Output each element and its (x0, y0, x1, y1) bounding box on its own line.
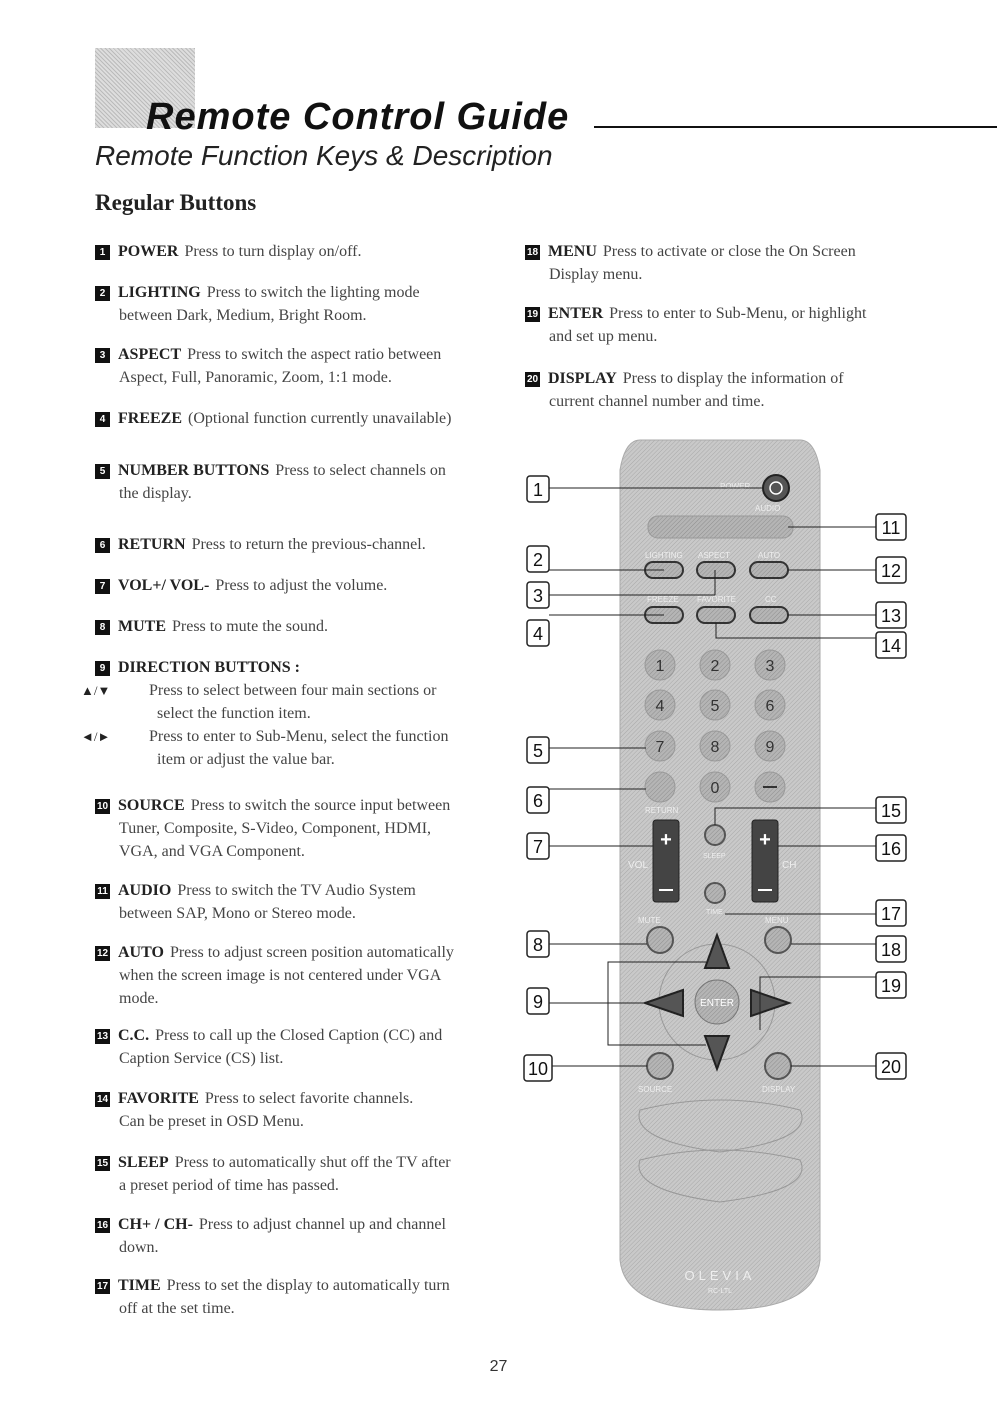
callout-label: 6 (532, 791, 544, 811)
callout-label: 18 (880, 940, 902, 960)
item-menu: 18 MENU Press to activate or close the On Screen Display menu. (526, 243, 856, 283)
digit-label: 6 (765, 698, 775, 715)
item-audio: 11 AUDIO Press to switch the TV Audio System between SAP, Mono or Stereo mode. (95, 879, 416, 925)
item-number: 20 (526, 374, 539, 385)
item-time: 17 TIME Press to set the display to automatically turn off at the set time. (96, 1277, 450, 1317)
callout-label: 11 (881, 518, 901, 538)
section-heading: Regular Buttons (95, 190, 257, 215)
item-display: 20 DISPLAY Press to display the information of current channel number and time. (526, 370, 844, 410)
item-cc: 13 C.C. Press to call up the Closed Caption (CC) and Caption Service (CS) list. (96, 1027, 443, 1067)
callout-label: 10 (527, 1059, 549, 1079)
aspect-label: ASPECT (698, 551, 731, 560)
item-aspect: 3 ASPECT Press to switch the aspect ratio between Aspect, Full, Panoramic, Zoom, 1:1 mode. (95, 343, 441, 389)
item-number: 10 (96, 801, 109, 812)
item-number: 19 (526, 309, 539, 320)
callout-label: 17 (880, 904, 902, 924)
item-number: 8 (95, 620, 110, 635)
item-channel: 16 CH+ / CH- Press to adjust channel up and channel down. (96, 1216, 446, 1256)
item-mute: 8 MUTE Press to mute the sound. (95, 615, 328, 638)
power-button (763, 475, 789, 501)
item-number: 5 (95, 464, 110, 479)
mute-label: MUTE (638, 916, 661, 925)
callout-label: 19 (880, 976, 902, 996)
page-title: Remote Control Guide (146, 96, 570, 138)
audio-display-slot (648, 516, 793, 538)
item-number: 16 (96, 1220, 109, 1231)
callout-label: 15 (880, 801, 902, 821)
callout-label: 3 (532, 586, 544, 606)
audio-label: AUDIO (755, 504, 781, 513)
item-number: 13 (96, 1031, 109, 1042)
item-volume: 7 VOL+/ VOL- Press to adjust the volume. (95, 574, 387, 597)
return-label: RETURN (645, 806, 679, 815)
cc-button (750, 607, 788, 623)
favorite-button (697, 607, 735, 623)
item-number: 7 (95, 579, 110, 594)
sleep-label: SLEEP (703, 853, 726, 860)
digit-label: 9 (765, 739, 775, 756)
item-number: 2 (95, 286, 110, 301)
lighting-label: LIGHTING (645, 551, 683, 560)
digit-label: 2 (710, 658, 720, 675)
return-button (645, 772, 675, 802)
callout-label: 20 (880, 1057, 902, 1077)
digit-label: 0 (710, 780, 720, 797)
aspect-button (697, 562, 735, 578)
callout-label: 4 (532, 624, 544, 644)
favorite-label: FAVORITE (697, 595, 736, 604)
callout-label: 14 (880, 636, 902, 656)
time-button (705, 883, 725, 903)
power-label: POWER (720, 482, 751, 491)
callout-label: 9 (532, 992, 544, 1012)
brand-logo: OLEVIA (684, 1268, 756, 1283)
display-button (765, 1053, 791, 1079)
item-freeze: 4 FREEZE (Optional function currently unavailable) (95, 407, 451, 430)
mute-button (647, 927, 673, 953)
vol-label: VOL (628, 860, 649, 871)
digit-label: 1 (655, 658, 665, 675)
digit-label: 4 (655, 698, 665, 715)
ch-plus-icon: + (759, 829, 771, 851)
left-right-arrow-icon: ◄/► (81, 729, 111, 744)
vol-plus-icon: + (660, 829, 672, 851)
item-sleep: 15 SLEEP Press to automatically shut off the TV after a preset period of time has passed. (96, 1154, 451, 1194)
direction-leftright: ◄/► Press to enter to Sub-Menu, select the function (95, 725, 449, 748)
item-return: 6 RETURN Press to return the previous-channel. (95, 533, 426, 556)
digit-label: 8 (710, 739, 720, 756)
up-down-arrow-icon: ▲/▼ (81, 683, 111, 698)
sleep-button (705, 825, 725, 845)
cc-label: CC (765, 595, 777, 604)
callout-label: 7 (532, 837, 544, 857)
item-number: 17 (96, 1281, 109, 1292)
auto-button (750, 562, 788, 578)
item-number: 15 (96, 1158, 109, 1169)
time-label: TIME (706, 909, 723, 916)
item-direction-buttons: 9 DIRECTION BUTTONS : ▲/▼ Press to select between four main sections or select the function item. ◄/► Press to enter to Sub-Menu, select the function item or adjust the value bar. (81, 659, 449, 768)
callout-label: 5 (532, 741, 544, 761)
callout-label: 12 (880, 561, 902, 581)
item-enter: 19 ENTER Press to enter to Sub-Menu, or highlight and set up menu. (526, 305, 867, 345)
ch-label: CH (782, 860, 797, 871)
item-number: 18 (526, 247, 539, 258)
item-number: 11 (95, 884, 110, 899)
menu-button (765, 927, 791, 953)
menu-label: MENU (765, 916, 789, 925)
digit-label: 3 (765, 658, 775, 675)
callout-label: 8 (532, 935, 544, 955)
item-number: 3 (95, 348, 110, 363)
item-number-buttons: 5 NUMBER BUTTONS Press to select channels on the display. (95, 459, 446, 505)
item-source: 10 SOURCE Press to switch the source input between Tuner, Composite, S-Video, Component, HDMI, VGA, and VGA Component. (96, 797, 451, 860)
source-button (647, 1053, 673, 1079)
digit-label: 7 (655, 739, 665, 756)
model-label: RC-LTL (708, 1288, 732, 1295)
freeze-label: FREEZE (647, 595, 679, 604)
item-power: 1 POWER Press to turn display on/off. (95, 240, 361, 263)
item-number: 12 (96, 948, 109, 959)
item-number: 1 (95, 245, 110, 260)
digit-label: 5 (710, 698, 720, 715)
item-number: 14 (96, 1094, 109, 1105)
display-label: DISPLAY (762, 1085, 796, 1094)
item-number: 6 (95, 538, 110, 553)
callout-label: 16 (880, 839, 902, 859)
page-number: 27 (489, 1358, 508, 1375)
item-lighting: 2 LIGHTING Press to switch the lighting mode between Dark, Medium, Bright Room. (95, 281, 420, 327)
page-subtitle: Remote Function Keys & Description (95, 140, 553, 171)
enter-label: ENTER (700, 998, 734, 1009)
source-label: SOURCE (638, 1085, 673, 1094)
callout-label: 2 (532, 550, 544, 570)
auto-label: AUTO (758, 551, 781, 560)
item-favorite: 14 FAVORITE Press to select favorite channels. Can be preset in OSD Menu. (96, 1090, 414, 1130)
item-number: 9 (95, 661, 110, 676)
item-auto: 12 AUTO Press to adjust screen position automatically when the screen image is not centered under VGA mode. (96, 944, 454, 1007)
callout-label: 1 (532, 480, 544, 500)
item-number: 4 (95, 412, 110, 427)
callout-label: 13 (880, 606, 902, 626)
direction-updown: ▲/▼ Press to select between four main sections or (95, 679, 449, 702)
